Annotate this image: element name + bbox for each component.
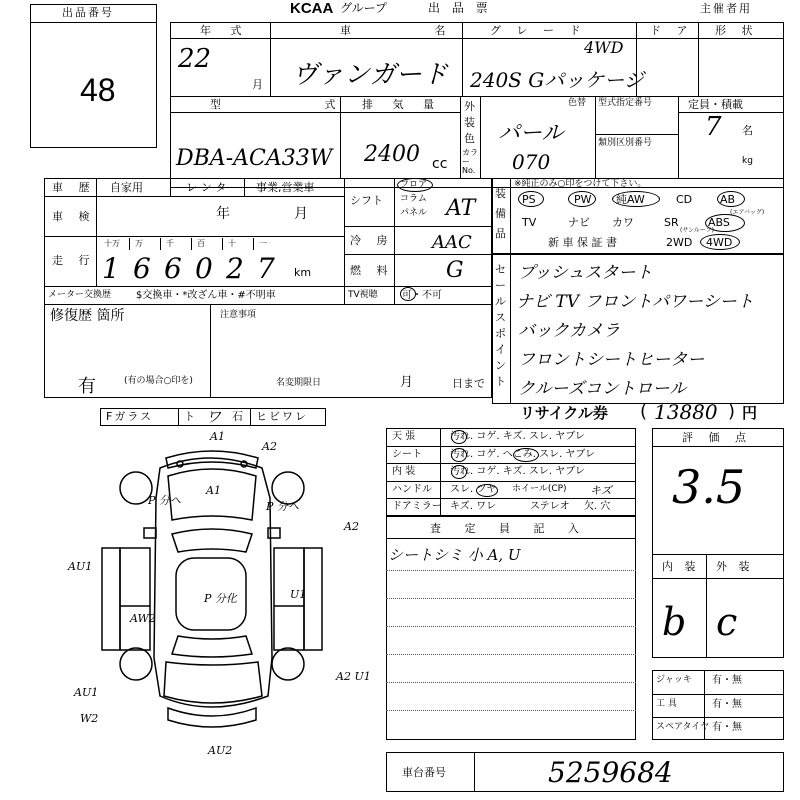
diagram-mark: A2 (262, 440, 277, 453)
equipment-item: PW (574, 193, 592, 206)
ac-label: 冷 房 (350, 234, 394, 247)
mileage-unit-head: 一 (259, 239, 267, 248)
year-value: 22 (178, 44, 212, 74)
equipment-label: 装 備 品 (495, 187, 506, 240)
interior-row-options: スレ. ツヤ (450, 483, 497, 495)
equipment-item: TV (522, 216, 537, 229)
mileage-unit-head: 百 (197, 239, 205, 248)
score-label: 評 価 点 (682, 431, 752, 444)
diagram-mark: P 分へ (148, 494, 181, 507)
history-label: 車 歴 (52, 181, 96, 194)
month-label: 月 (252, 78, 263, 91)
equipment-item: AB (720, 193, 736, 206)
diagram-mark: P 分へ (266, 500, 299, 513)
diagram-mark: AU1 (68, 560, 93, 573)
inspector-label: 査 定 員 記 入 (430, 522, 589, 535)
interior-row-divider (386, 463, 636, 464)
equipment-item: ABS (708, 216, 730, 229)
color-code-label: カラー No. (462, 148, 478, 175)
glass-item-crack: ヒビワレ (256, 410, 308, 423)
stereo-value: 欠. 穴 (584, 501, 611, 512)
wheel-label: ホイール(CP) (512, 483, 567, 494)
car-name-value: ヴァンガード (292, 60, 448, 90)
tool-options: 有・無 (712, 675, 742, 686)
mileage-digit: 0 (195, 252, 213, 285)
ps-circle (518, 191, 544, 207)
interior-grade-value: b (662, 600, 687, 644)
mileage-divider (160, 238, 161, 250)
history-business: 事業,営業車 (256, 181, 315, 194)
sales-point-line: ナビ TV フロントパワーシート (516, 292, 754, 312)
tool-options: 有・無 (712, 722, 742, 733)
tool-label: ジャッキ (656, 675, 692, 685)
exterior-label-2: 装 (464, 116, 475, 129)
mileage-divider (253, 238, 254, 250)
type-number-label: 型式指定番号 (598, 98, 653, 108)
deadline-label: 名変期限日 (276, 378, 322, 388)
door-label: ド ア (650, 24, 694, 37)
interior-row-divider (386, 446, 636, 447)
tool-options: 有・無 (712, 698, 742, 710)
capacity-label: 定員・積載 (688, 98, 743, 111)
equipment-sunroof-sub: (サンルーフ) (680, 227, 714, 234)
meter-exchange-label: メーター交換歴 (48, 290, 112, 300)
interior-row-options: 汚れ. コゲ. へこみ. スレ. ヤブレ (450, 448, 596, 460)
color-code-value: 070 (512, 150, 551, 174)
diagram-mark: A2 U1 (336, 670, 371, 683)
exterior-grade-label: 外 装 (716, 560, 754, 573)
displacement-value: 2400 (364, 142, 420, 167)
equipment-item: 新 車 保 証 書 (548, 236, 617, 249)
recycle-label: リサイクル券 (520, 404, 608, 422)
mileage-divider (222, 238, 223, 250)
aw-circle (612, 191, 660, 207)
shift-floor-circle (397, 178, 433, 192)
interior-row-label: ハンドル (392, 483, 432, 495)
mileage-divider (191, 238, 192, 250)
exterior-grade-value: c (716, 600, 738, 644)
interior-row-label: 天 張 (392, 431, 416, 442)
chassis-value: 5259684 (548, 756, 673, 789)
interior-row-label: シート (392, 448, 422, 460)
inspection-month: 月 (294, 206, 308, 222)
pw-circle (568, 191, 596, 207)
diagram-mark: A1 (210, 430, 225, 443)
glass-label: Fガラス (106, 410, 153, 423)
glass-mark: ワ (206, 408, 222, 426)
capacity-unit: 名 (742, 124, 753, 137)
stereo-label: ステレオ (530, 501, 570, 512)
tv-label: TV視聴 (348, 290, 378, 300)
interior-row-options: 汚れ. コゲ. キズ. スレ. ヤブレ (450, 431, 585, 442)
inspector-note: シートシミ 小 A, U (388, 546, 521, 564)
equipment-item: SR (664, 216, 679, 229)
grade-label: グ レ ー ド (490, 24, 587, 37)
class-number-label: 類別区別番号 (598, 138, 653, 148)
diagram-mark: AU1 (74, 686, 99, 699)
displacement-unit: cc (432, 156, 448, 172)
model-value: DBA-ACA33W (176, 146, 333, 171)
kcaa-logo: KCAA (290, 0, 334, 17)
mileage-unit-head: 十万 (104, 239, 120, 248)
shape-label: 形 状 (715, 24, 759, 37)
tool-label: スペアタイヤ (656, 722, 710, 732)
inspection-year: 年 (216, 206, 230, 222)
sales-point-line: バックカメラ (518, 321, 620, 341)
fuel-value: G (446, 258, 464, 283)
mileage-divider (129, 238, 130, 250)
equipment-note: ※純正のみ○印をつけて下さい。 (514, 179, 647, 189)
mileage-digit: 6 (133, 252, 151, 285)
interior-row-options: キズ. ワレ (450, 501, 497, 512)
equipment-item: 4WD (706, 236, 733, 249)
equipment-item: ナビ (568, 216, 590, 229)
mileage-unit-head: 十 (228, 239, 236, 248)
recycle-value: 13880 (654, 400, 718, 424)
tool-label: 工 具 (656, 698, 677, 709)
interior-row-options: 汚れ. コゲ. キズ. スレ. ヤブレ (450, 466, 585, 477)
model-label: 型 式 (210, 98, 386, 111)
lot-number-value: 48 (80, 72, 116, 108)
diagram-mark: P 分化 (204, 592, 237, 605)
history-private: 自家用 (110, 181, 143, 194)
shift-column: コラム (400, 194, 427, 204)
glass-item-to: ト (184, 410, 195, 423)
grade-value: 240S Gパッケージ (470, 68, 644, 92)
sales-point-line: プッシュスタート (518, 263, 653, 283)
year-label: 年 式 (200, 24, 250, 37)
equipment-item: PS (522, 193, 536, 206)
mileage-digit: 6 (164, 252, 182, 285)
interior-row-label: ドアミラー (392, 501, 442, 512)
mileage-unit-head: 千 (166, 239, 174, 248)
sales-point-line: フロントシートヒーター (518, 350, 705, 370)
diagram-mark: AW2 (130, 612, 156, 625)
ac-value: AAC (432, 232, 472, 253)
car-damage-diagram (0, 428, 380, 800)
name-label: 車 名 (340, 24, 486, 37)
weight-unit: kg (742, 156, 753, 166)
deadline-month: 月 (400, 375, 414, 390)
diagram-mark: W2 (80, 712, 99, 725)
inspection-label: 車 検 (52, 210, 96, 223)
displacement-label: 排 気 量 (362, 98, 442, 111)
4wd-circle (700, 234, 740, 250)
equipment-item: 純AW (616, 193, 645, 206)
mileage-unit-head: 万 (135, 239, 143, 248)
equipment-item: 2WD (666, 236, 693, 249)
color-value: パール (498, 121, 564, 146)
mileage-unit: km (294, 266, 312, 279)
notes-label: 注意事項 (220, 310, 257, 320)
grade-drive: 4WD (584, 38, 624, 57)
sheet-title: 出 品 票 (428, 1, 492, 15)
mileage-digit: 2 (226, 252, 244, 285)
exterior-label-1: 外 (464, 100, 475, 113)
equipment-item: カワ (612, 216, 634, 229)
repair-value: 有 (78, 376, 96, 397)
mileage-digit: 1 (102, 252, 120, 285)
score-value: 3.5 (672, 460, 746, 514)
tv-yes-circle (400, 287, 416, 301)
abs-circle (705, 214, 745, 232)
chassis-label: 車台番号 (402, 766, 446, 779)
diagram-mark: A2 (344, 520, 359, 533)
capacity-value: 7 (705, 112, 722, 142)
header-group: グループ (340, 1, 388, 15)
shift-floor: フロア (400, 180, 428, 190)
interior-grade-label: 内 装 (662, 560, 700, 573)
mileage-digit: 7 (257, 252, 275, 285)
sales-point-line: クルーズコントロール (518, 379, 687, 399)
interior-row-divider (386, 498, 636, 499)
tv-options: 可・不可 (402, 290, 442, 301)
shift-value: AT (446, 196, 476, 221)
equipment-airbag-sub: (エアバッグ) (730, 209, 765, 216)
mileage-label: 走 行 (52, 254, 96, 267)
repair-label: 修復歴 箇所 (50, 308, 125, 324)
diagram-mark: U1 (290, 588, 307, 601)
history-rental: レンタ (186, 181, 231, 194)
diagram-mark: A1 (206, 484, 221, 497)
recycle-unit: 円 (742, 404, 758, 422)
ab-circle (717, 191, 745, 207)
deadline-day: 日まで (452, 377, 485, 390)
sales-points-label: セールスポイント (495, 263, 506, 388)
wheel-value: キズ (590, 483, 612, 497)
exterior-label-3: 色 (464, 132, 475, 145)
equipment-item: CD (676, 193, 693, 206)
interior-row-label: 内 装 (392, 466, 416, 477)
meter-exchange-legend: $交換車・*改ざん車・#不明車 (136, 290, 276, 301)
fuel-label: 燃 料 (350, 264, 394, 277)
shift-label: シフト (350, 194, 383, 207)
glass-item-stone: 石 (232, 410, 243, 423)
shift-panel: パネル (400, 208, 428, 218)
lot-number-label: 出品番号 (62, 6, 114, 19)
organizer-label: 主催者用 (700, 2, 752, 15)
diagram-mark: AU2 (208, 744, 233, 757)
repair-note: (有の場合○印を) (124, 376, 193, 386)
color-change-label: 色替 (568, 98, 587, 108)
